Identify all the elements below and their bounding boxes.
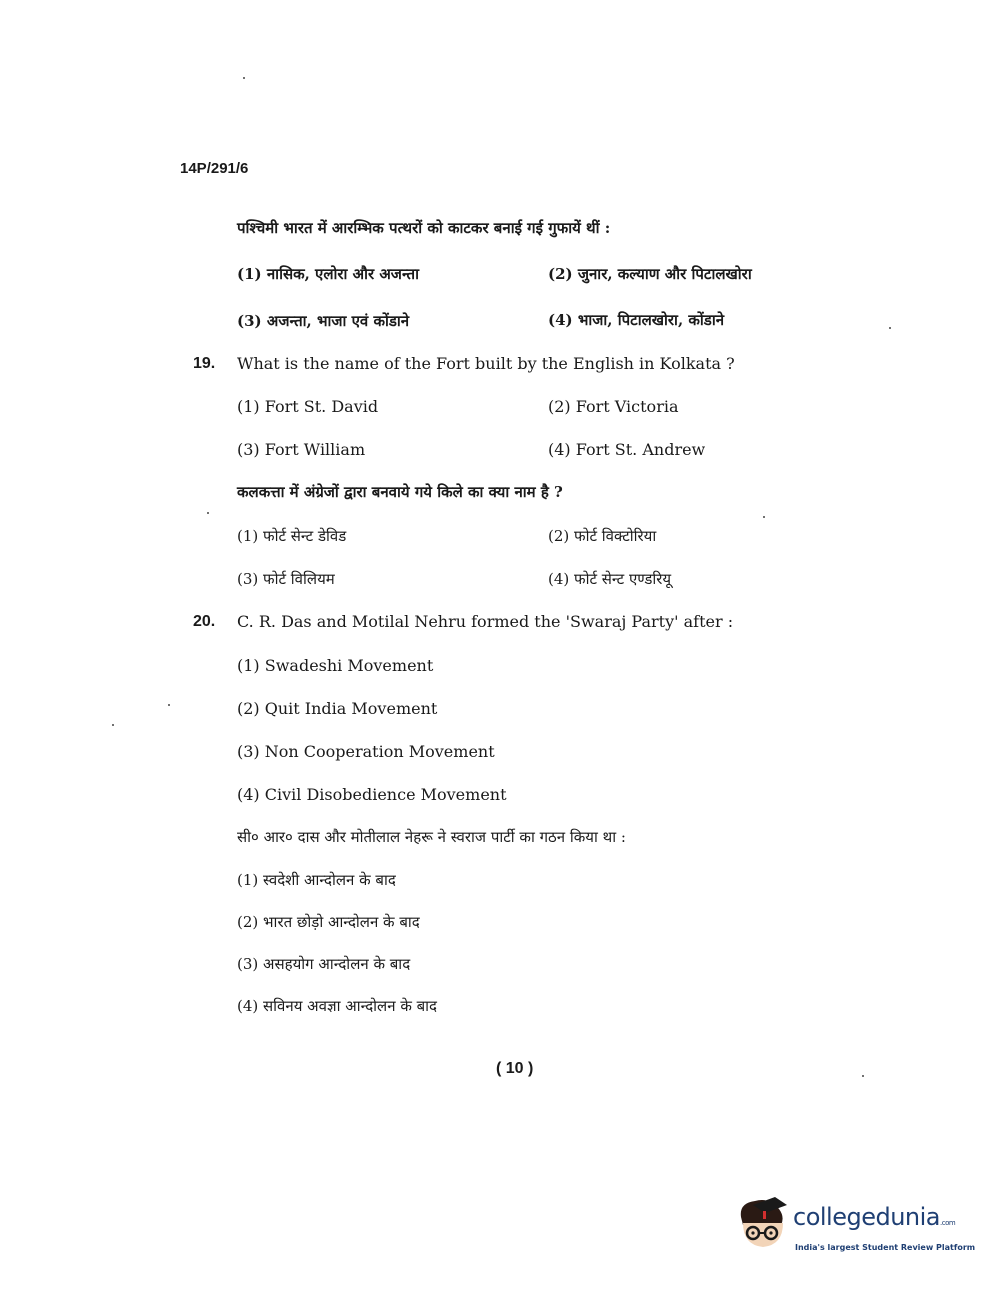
q18-hindi-stem: पश्चिमी भारत में आरम्भिक पत्थरों को काटकर बनाई गई गुफायें थीं :	[237, 219, 611, 237]
logo-tagline: India's largest Student Review Platform	[795, 1243, 976, 1252]
q20-hindi-option-1: (1) स्वदेशी आन्दोलन के बाद	[237, 871, 396, 889]
logo-wordmark: collegedunia.com	[793, 1203, 956, 1231]
q20-number: 20.	[193, 613, 216, 630]
q19-number: 19.	[193, 355, 216, 372]
q18-hindi-option-3: (3) अजन्ता, भाजा एवं कोंडाने	[237, 312, 410, 330]
q19-hindi-option-3: (3) फोर्ट विलियम	[237, 570, 335, 588]
scan-speck	[763, 516, 765, 518]
q19-hindi-option-1: (1) फोर्ट सेन्ट डेविड	[237, 527, 347, 545]
q20-option-2: (2) Quit India Movement	[237, 699, 438, 718]
q19-option-1: (1) Fort St. David	[237, 397, 379, 416]
q19-hindi-option-4: (4) फोर्ट सेन्ट एण्डरियू	[548, 570, 672, 588]
q19-option-4: (4) Fort St. Andrew	[548, 440, 706, 459]
mascot-icon	[735, 1195, 791, 1255]
q20-hindi-option-4: (4) सविनय अवज्ञा आन्दोलन के बाद	[237, 997, 438, 1015]
q20-stem: C. R. Das and Motilal Nehru formed the 'Swaraj Party' after :	[237, 612, 734, 631]
q19-option-3: (3) Fort William	[237, 440, 366, 459]
q20-hindi-option-2: (2) भारत छोड़ो आन्दोलन के बाद	[237, 913, 420, 931]
q18-hindi-option-4: (4) भाजा, पिटालखोरा, कोंडाने	[548, 311, 725, 329]
page-number: ( 10 )	[496, 1060, 534, 1077]
q20-option-1: (1) Swadeshi Movement	[237, 656, 434, 675]
scan-speck	[207, 512, 209, 514]
q19-option-2: (2) Fort Victoria	[548, 397, 679, 416]
q19-hindi-stem: कलकत्ता में अंग्रेजों द्वारा बनवाये गये किले का क्या नाम है ?	[237, 483, 563, 501]
logo-suffix: .com	[940, 1219, 956, 1227]
scan-speck	[243, 77, 245, 79]
scan-speck	[862, 1075, 864, 1077]
q18-hindi-option-1: (1) नासिक, एलोरा और अजन्ता	[237, 265, 419, 283]
collegedunia-logo[interactable]	[735, 1195, 976, 1265]
q20-hindi-option-3: (3) असहयोग आन्दोलन के बाद	[237, 955, 411, 973]
scan-speck	[112, 724, 114, 726]
scan-speck	[889, 327, 891, 329]
paper-code: 14P/291/6	[180, 160, 249, 177]
q19-hindi-option-2: (2) फोर्ट विक्टोरिया	[548, 527, 657, 545]
q19-stem: What is the name of the Fort built by the English in Kolkata ?	[237, 354, 735, 373]
q20-option-4: (4) Civil Disobedience Movement	[237, 785, 507, 804]
scan-speck	[168, 704, 170, 706]
q20-hindi-stem: सी० आर० दास और मोतीलाल नेहरू ने स्वराज पार्टी का गठन किया था :	[237, 828, 626, 846]
q20-option-3: (3) Non Cooperation Movement	[237, 742, 495, 761]
q18-hindi-option-2: (2) जुनार, कल्याण और पिटालखोरा	[548, 265, 752, 283]
